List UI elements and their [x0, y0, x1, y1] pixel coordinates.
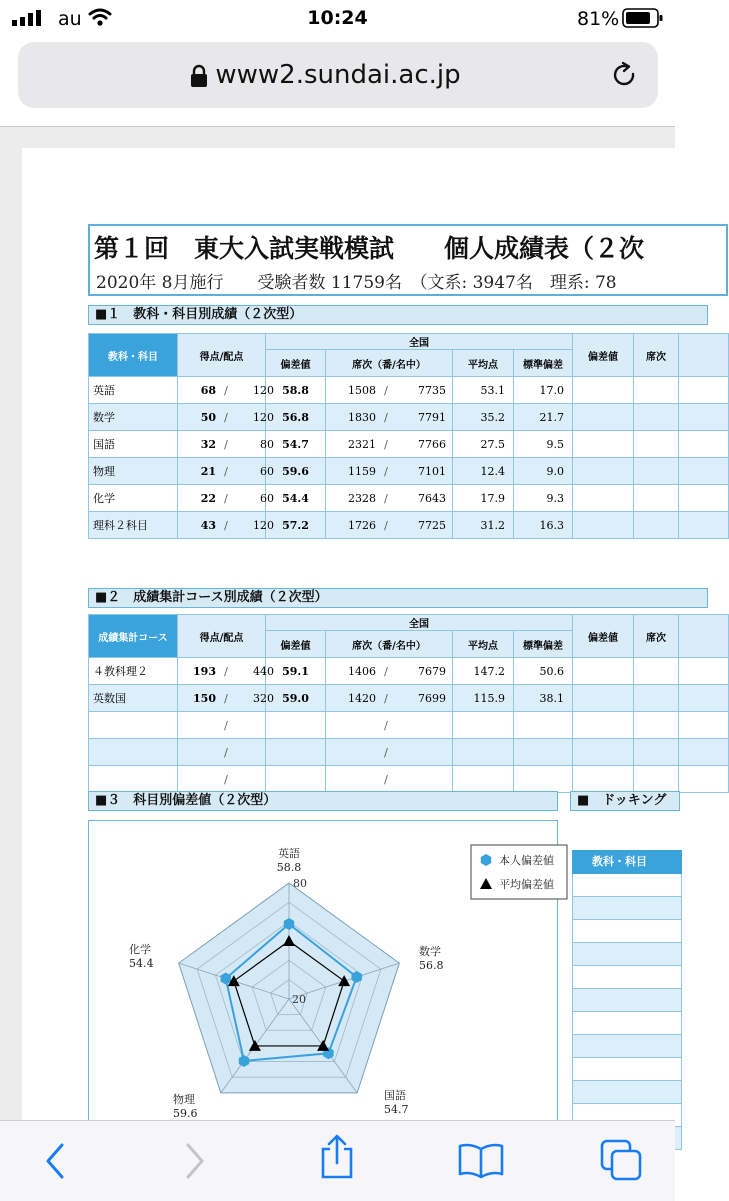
rank-cell: [326, 658, 453, 685]
std-dev-value: 38.1: [514, 685, 573, 712]
docking-row: [572, 920, 682, 943]
table-row: [89, 685, 729, 712]
average-value: 17.9: [453, 485, 514, 512]
empty-cell: [679, 512, 729, 539]
row-name: ４教科理２: [89, 658, 178, 685]
rank-separator: /: [384, 491, 388, 505]
browser-toolbar: [0, 1120, 675, 1201]
score-separator: /: [224, 772, 228, 786]
empty-cell: [573, 404, 634, 431]
empty-cell: [634, 485, 679, 512]
score-separator: /: [224, 437, 228, 451]
col-subject: 教科・科目: [89, 334, 178, 377]
deviation-value: [266, 766, 326, 793]
radar-max-label: 80: [293, 877, 307, 890]
rank-total: 7725: [418, 518, 446, 532]
row-name: 物理: [89, 458, 178, 485]
status-bar: [0, 0, 675, 38]
score-value: 50: [200, 410, 216, 424]
empty-cell: [573, 512, 634, 539]
radar-axis-value: 54.4: [129, 957, 154, 970]
radar-axis-name: 国語: [384, 1089, 406, 1102]
row-name: [89, 739, 178, 766]
std-dev-value: [514, 766, 573, 793]
empty-cell: [634, 658, 679, 685]
forward-icon[interactable]: [180, 1141, 210, 1181]
score-value: 43: [200, 518, 216, 532]
empty-cell: [679, 458, 729, 485]
rank-separator: /: [384, 718, 388, 732]
radar-min-label: 20: [292, 993, 306, 1006]
score-cell: [178, 431, 274, 458]
score-separator: /: [224, 664, 228, 678]
empty-cell: [679, 485, 729, 512]
col-deviation: 偏差値: [266, 350, 326, 377]
report-subtitle: 2020年 8月施行 受験者数 11759名 （文系: 3947名 理系: 78: [96, 273, 617, 293]
deviation-value: [266, 712, 326, 739]
battery-percent: 81%: [577, 8, 620, 30]
table-row: [89, 458, 729, 485]
rank-value: 1420: [348, 691, 376, 705]
report-title-box: [88, 224, 728, 296]
rank-value: 1508: [348, 383, 376, 397]
row-name: 英数国: [89, 685, 178, 712]
legend-average-label: 平均偏差値: [499, 878, 554, 891]
col-rank-2: 席次: [634, 334, 679, 377]
subject-score-table: [88, 333, 729, 539]
average-value: 27.5: [453, 431, 514, 458]
empty-cell: [573, 739, 634, 766]
empty-cell: [573, 377, 634, 404]
std-dev-value: [514, 739, 573, 766]
deviation-value: 54.4: [266, 485, 326, 512]
score-separator: /: [224, 491, 228, 505]
rank-separator: /: [384, 518, 388, 532]
empty-cell: [634, 685, 679, 712]
legend-self-label: 本人偏差値: [499, 854, 554, 867]
std-dev-value: 21.7: [514, 404, 573, 431]
empty-cell: [679, 658, 729, 685]
radar-axis-name: 英語: [278, 847, 300, 860]
table-row: [89, 485, 729, 512]
deviation-value: 59.0: [266, 685, 326, 712]
row-name: 数学: [89, 404, 178, 431]
std-dev-value: 17.0: [514, 377, 573, 404]
empty-cell: [573, 431, 634, 458]
rank-separator: /: [384, 437, 388, 451]
col-score: 得点/配点: [178, 615, 266, 658]
max-score: 120: [253, 383, 274, 397]
score-cell: [178, 685, 274, 712]
empty-cell: [679, 377, 729, 404]
table-row: [89, 431, 729, 458]
deviation-value: 58.8: [266, 377, 326, 404]
radar-chart-panel: [88, 820, 558, 1140]
docking-row: [572, 897, 682, 920]
docking-row: [572, 989, 682, 1012]
empty-cell: [573, 685, 634, 712]
rank-separator: /: [384, 464, 388, 478]
score-cell: [178, 485, 274, 512]
score-value: 32: [200, 437, 216, 451]
empty-cell: [573, 458, 634, 485]
empty-cell: [573, 712, 634, 739]
rank-separator: /: [384, 664, 388, 678]
empty-cell: [679, 712, 729, 739]
radar-axis-name: 数学: [419, 945, 441, 958]
back-icon[interactable]: [40, 1141, 70, 1181]
score-value: 22: [200, 491, 216, 505]
score-value: 21: [200, 464, 216, 478]
rank-separator: /: [384, 691, 388, 705]
col-std-dev: 標準偏差: [514, 631, 573, 658]
rank-value: 1830: [348, 410, 376, 424]
rank-cell: [326, 766, 453, 793]
section-3-header: ■３ 科目別偏差値（２次型）: [88, 791, 558, 811]
std-dev-value: 9.0: [514, 458, 573, 485]
col-rank: 席次（番/名中）: [326, 631, 453, 658]
empty-cell: [634, 712, 679, 739]
rank-total: 7679: [418, 664, 446, 678]
std-dev-value: 9.3: [514, 485, 573, 512]
empty-cell: [634, 739, 679, 766]
table-row: [89, 404, 729, 431]
score-cell: [178, 712, 266, 739]
docking-table: [572, 850, 682, 1140]
max-score: 60: [260, 464, 274, 478]
rank-cell: [326, 712, 453, 739]
col-group-national: 全国: [266, 334, 573, 350]
empty-cell: [634, 431, 679, 458]
radar-chart: [89, 821, 557, 1141]
tabs-icon[interactable]: [600, 1139, 644, 1183]
rank-cell: [326, 685, 453, 712]
table-row: [89, 512, 729, 539]
empty-cell: [679, 685, 729, 712]
deviation-value: 54.7: [266, 431, 326, 458]
course-score-table: [88, 614, 729, 793]
score-cell: [178, 458, 274, 485]
rank-value: 1159: [348, 464, 376, 478]
average-value: 147.2: [453, 658, 514, 685]
section-4-header: ■ ドッキング: [570, 791, 680, 811]
share-icon[interactable]: [318, 1133, 356, 1183]
rank-separator: /: [384, 745, 388, 759]
max-score: 320: [253, 691, 274, 705]
average-value: 35.2: [453, 404, 514, 431]
docking-row: [572, 966, 682, 989]
max-score: 440: [253, 664, 274, 678]
radar-axis-name: 化学: [129, 943, 151, 956]
radar-axis-value: 59.6: [173, 1107, 198, 1120]
rank-total: 7699: [418, 691, 446, 705]
score-cell: [178, 766, 266, 793]
address-bar[interactable]: [18, 42, 658, 108]
rank-total: 7791: [418, 410, 446, 424]
score-separator: /: [224, 383, 228, 397]
std-dev-value: [514, 712, 573, 739]
score-cell: [178, 377, 274, 404]
battery-icon: [622, 8, 664, 28]
score-separator: /: [224, 718, 228, 732]
score-value: 193: [193, 664, 216, 678]
empty-cell: [634, 404, 679, 431]
std-dev-value: 9.5: [514, 431, 573, 458]
deviation-value: 56.8: [266, 404, 326, 431]
bookmarks-icon[interactable]: [458, 1141, 504, 1179]
docking-row: [572, 943, 682, 966]
table-row: [89, 766, 729, 793]
empty-cell: [679, 404, 729, 431]
rank-value: 1726: [348, 518, 376, 532]
row-name: 理科２科目: [89, 512, 178, 539]
rank-total: 7735: [418, 383, 446, 397]
rank-cell: [326, 512, 453, 539]
col-extra: [679, 334, 729, 377]
average-value: [453, 766, 514, 793]
col-average: 平均点: [453, 631, 514, 658]
docking-row: [572, 1012, 682, 1035]
carrier-label: au: [58, 8, 82, 30]
radar-axis-value: 54.7: [384, 1103, 409, 1116]
rank-cell: [326, 739, 453, 766]
rank-cell: [326, 458, 453, 485]
row-name: 英語: [89, 377, 178, 404]
rank-cell: [326, 377, 453, 404]
std-dev-value: 16.3: [514, 512, 573, 539]
col-rank: 席次（番/名中）: [326, 350, 453, 377]
score-value: 68: [200, 383, 216, 397]
rank-cell: [326, 485, 453, 512]
table-row: [89, 739, 729, 766]
empty-cell: [679, 766, 729, 793]
empty-cell: [634, 377, 679, 404]
url-text: www2.sundai.ac.jp: [215, 60, 461, 90]
row-name: 国語: [89, 431, 178, 458]
table-row: [89, 377, 729, 404]
col-extra: [679, 615, 729, 658]
score-separator: /: [224, 745, 228, 759]
col-course: 成績集計コース: [89, 615, 178, 658]
radar-axis-name: 物理: [173, 1093, 195, 1106]
rank-separator: /: [384, 410, 388, 424]
average-value: 12.4: [453, 458, 514, 485]
docking-row: [572, 874, 682, 897]
empty-cell: [573, 766, 634, 793]
table-row: [89, 712, 729, 739]
std-dev-value: 50.6: [514, 658, 573, 685]
rank-separator: /: [384, 772, 388, 786]
radar-axis-value: 56.8: [419, 959, 444, 972]
docking-row: [572, 1035, 682, 1058]
row-name: [89, 712, 178, 739]
average-value: [453, 739, 514, 766]
score-separator: /: [224, 410, 228, 424]
max-score: 60: [260, 491, 274, 505]
col-score: 得点/配点: [178, 334, 266, 377]
col-dev-2: 偏差値: [573, 334, 634, 377]
rank-value: 2328: [348, 491, 376, 505]
rank-value: 1406: [348, 664, 376, 678]
score-separator: /: [224, 464, 228, 478]
rank-cell: [326, 404, 453, 431]
score-cell: [178, 658, 274, 685]
average-value: 31.2: [453, 512, 514, 539]
empty-cell: [634, 766, 679, 793]
average-value: [453, 712, 514, 739]
empty-cell: [573, 658, 634, 685]
score-cell: [178, 404, 274, 431]
score-cell: [178, 512, 274, 539]
empty-cell: [679, 739, 729, 766]
rank-total: 7643: [418, 491, 446, 505]
table-row: [89, 658, 729, 685]
empty-cell: [573, 485, 634, 512]
empty-cell: [679, 431, 729, 458]
col-dev-2: 偏差値: [573, 615, 634, 658]
radar-axis-value: 58.8: [276, 861, 302, 874]
clock: 10:24: [307, 7, 368, 29]
rank-total: 7101: [418, 464, 446, 478]
col-group-national: 全国: [266, 615, 573, 631]
col-deviation: 偏差値: [266, 631, 326, 658]
deviation-value: 59.1: [266, 658, 326, 685]
report-page: [22, 148, 675, 1120]
col-average: 平均点: [453, 350, 514, 377]
score-cell: [178, 739, 266, 766]
deviation-value: [266, 739, 326, 766]
col-rank-2: 席次: [634, 615, 679, 658]
max-score: 120: [253, 518, 274, 532]
docking-col-header: 教科・科目: [572, 850, 682, 874]
empty-cell: [634, 458, 679, 485]
col-std-dev: 標準偏差: [514, 350, 573, 377]
section-2-header: ■２ 成績集計コース別成績（２次型）: [88, 588, 708, 608]
docking-row: [572, 1081, 682, 1104]
score-separator: /: [224, 691, 228, 705]
row-name: 化学: [89, 485, 178, 512]
reload-icon[interactable]: [611, 61, 639, 89]
score-separator: /: [224, 518, 228, 532]
document-viewer[interactable]: [0, 127, 675, 1120]
max-score: 80: [260, 437, 274, 451]
score-value: 150: [193, 691, 216, 705]
max-score: 120: [253, 410, 274, 424]
report-title: 第１回 東大入試実戦模試 個人成績表（２次: [94, 234, 645, 263]
deviation-value: 57.2: [266, 512, 326, 539]
empty-cell: [634, 512, 679, 539]
average-value: 115.9: [453, 685, 514, 712]
deviation-value: 59.6: [266, 458, 326, 485]
average-value: 53.1: [453, 377, 514, 404]
rank-cell: [326, 431, 453, 458]
rank-value: 2321: [348, 437, 376, 451]
section-1-header: ■１ 教科・科目別成績（２次型）: [88, 305, 708, 325]
docking-row: [572, 1058, 682, 1081]
rank-separator: /: [384, 383, 388, 397]
row-name: [89, 766, 178, 793]
rank-total: 7766: [418, 437, 446, 451]
